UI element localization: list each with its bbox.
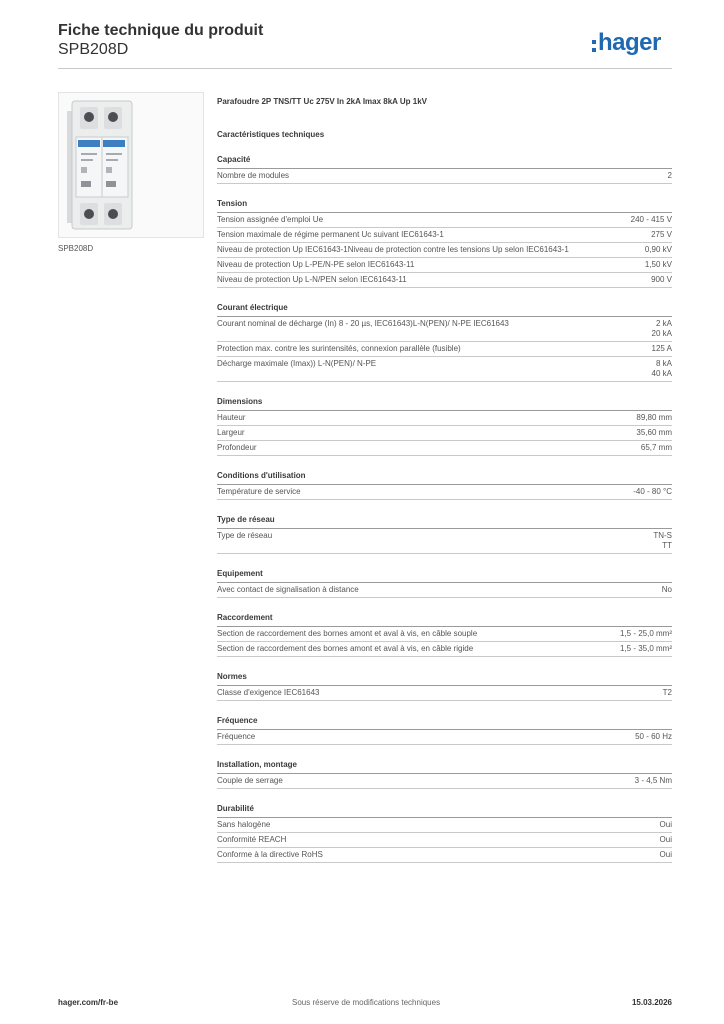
spec-row — [217, 583, 672, 598]
header-divider — [58, 68, 672, 69]
page-title: Fiche technique du produit — [58, 22, 264, 39]
spec-row — [217, 774, 672, 789]
spec-section — [217, 716, 672, 745]
product-image-caption: SPB208D — [58, 244, 94, 253]
spec-value — [633, 487, 672, 497]
spec-row — [217, 342, 672, 357]
section-title: Dimensions — [217, 397, 672, 411]
section-title: Conditions d'utilisation — [217, 471, 672, 485]
spec-value — [660, 835, 672, 845]
spec-row — [217, 213, 672, 228]
spec-row — [217, 686, 672, 701]
spec-section — [217, 760, 672, 789]
spec-value-line: 35,60 mm — [636, 428, 672, 437]
spec-row — [217, 228, 672, 243]
spec-value-line: -40 - 80 °C — [633, 487, 672, 496]
spec-value-line: 3 - 4,5 Nm — [634, 776, 672, 785]
section-title: Courant électrique — [217, 303, 672, 317]
characteristics-heading: Caractéristiques techniques — [217, 130, 325, 139]
spec-value — [668, 171, 672, 181]
spec-value-line: TT — [662, 541, 672, 550]
spec-section — [217, 471, 672, 500]
spec-row — [217, 169, 672, 184]
spec-label: Protection max. contre les surintensités, connexion parallèle (fusible) — [217, 344, 461, 353]
spec-value — [635, 776, 672, 786]
spec-value-line: 1,5 - 25,0 mm² — [619, 629, 672, 638]
spec-label: Hauteur — [217, 413, 246, 422]
spec-label: Classe d'exigence IEC61643 — [217, 688, 320, 697]
spec-row — [217, 730, 672, 745]
spec-label: Tension maximale de régime permanent Uc suivant IEC61643-1 — [217, 230, 444, 239]
spec-row — [217, 411, 672, 426]
spec-row — [217, 258, 672, 273]
spec-section — [217, 804, 672, 863]
spec-label: Largeur — [217, 428, 245, 437]
spec-value — [631, 215, 672, 225]
spec-value-line: 50 - 60 Hz — [635, 732, 672, 741]
spec-value — [636, 413, 672, 423]
spec-value-line: TN-S — [653, 531, 672, 540]
spec-value-line: Oui — [659, 850, 672, 859]
product-description: Parafoudre 2P TNS/TT Uc 275V In 2kA Imax 8kA Up 1kV — [217, 97, 428, 106]
section-title: Equipement — [217, 569, 672, 583]
spec-label: Section de raccordement des bornes amont et aval à vis, en câble rigide — [217, 644, 474, 653]
spec-value-line: No — [661, 585, 672, 594]
spec-value — [660, 850, 672, 860]
spec-section — [217, 155, 672, 184]
spec-value-line: 2 — [667, 171, 672, 180]
spec-section — [217, 515, 672, 554]
spec-label: Niveau de protection Up IEC61643-1Niveau de protection contre les tensions Up selon IEC61643-1 — [217, 245, 569, 254]
spec-value — [652, 359, 672, 379]
spec-section — [217, 303, 672, 382]
spec-label: Sans halogène — [217, 820, 271, 829]
spec-value-line: Oui — [659, 820, 672, 829]
section-title: Fréquence — [217, 716, 672, 730]
spec-label: Niveau de protection Up L-PE/N-PE selon IEC61643-11 — [217, 260, 415, 269]
spec-value-line: 2 kA — [655, 319, 672, 328]
section-title: Normes — [217, 672, 672, 686]
spec-value-line: 8 kA — [655, 359, 672, 368]
spec-label: Fréquence — [217, 732, 256, 741]
spec-label: Avec contact de signalisation à distance — [217, 585, 359, 594]
spec-row — [217, 529, 672, 554]
spec-section — [217, 397, 672, 456]
spec-section — [217, 199, 672, 288]
spec-label: Conformité REACH — [217, 835, 287, 844]
spec-value — [620, 644, 672, 654]
spec-row — [217, 441, 672, 456]
spec-row — [217, 357, 672, 382]
spec-value — [635, 732, 672, 742]
spec-row — [217, 818, 672, 833]
spec-value — [653, 531, 672, 551]
spec-value-line: 125 A — [651, 344, 672, 353]
spec-value-line: 900 V — [651, 275, 672, 284]
section-title: Durabilité — [217, 804, 672, 818]
spec-row — [217, 426, 672, 441]
spec-section — [217, 672, 672, 701]
spec-label: Décharge maximale (Imax)) L-N(PEN)/ N-PE — [217, 359, 377, 368]
footer-website-link[interactable]: hager.com/fr-be — [58, 998, 119, 1007]
section-title: Installation, montage — [217, 760, 672, 774]
spec-value — [636, 428, 672, 438]
spec-value-line: 0,90 kV — [644, 245, 672, 254]
spec-label: Température de service — [217, 487, 301, 496]
section-title: Tension — [217, 199, 672, 213]
spec-row — [217, 833, 672, 848]
logo-colon-icon — [592, 40, 596, 52]
footer-notice: Sous réserve de modifications techniques — [292, 998, 441, 1007]
spec-value — [652, 319, 672, 339]
spec-value — [651, 275, 672, 285]
spec-value — [663, 688, 672, 698]
spec-row — [217, 243, 672, 258]
spec-label: Profondeur — [217, 443, 257, 452]
hager-logo[interactable] — [592, 28, 661, 58]
spec-value — [645, 245, 672, 255]
spec-row — [217, 273, 672, 288]
spec-row — [217, 627, 672, 642]
technical-specifications — [217, 96, 672, 863]
spec-value — [651, 230, 672, 240]
spec-value-line: 65,7 mm — [640, 443, 672, 452]
spec-label: Tension assignée d'emploi Ue — [217, 215, 324, 224]
spec-row — [217, 485, 672, 500]
spec-label: Nombre de modules — [217, 171, 290, 180]
spec-value-line: 20 kA — [651, 329, 672, 338]
section-title: Type de réseau — [217, 515, 672, 529]
spec-value — [645, 260, 672, 270]
spec-value-line: 1,50 kV — [644, 260, 672, 269]
spec-value — [660, 820, 672, 830]
surge-protector-illustration — [59, 93, 203, 237]
section-title: Capacité — [217, 155, 672, 169]
spec-label: Niveau de protection Up L-N/PEN selon IEC61643-11 — [217, 275, 407, 284]
spec-value-line: 275 V — [651, 230, 672, 239]
spec-value-line: Oui — [659, 835, 672, 844]
product-reference: SPB208D — [58, 41, 129, 58]
spec-value — [652, 344, 672, 354]
spec-value-line: 240 - 415 V — [630, 215, 672, 224]
section-title: Raccordement — [217, 613, 672, 627]
logo-text: hager — [598, 29, 661, 56]
spec-value-line: 40 kA — [651, 369, 672, 378]
spec-sections — [217, 155, 672, 863]
spec-label: Couple de serrage — [217, 776, 283, 785]
spec-label: Type de réseau — [217, 531, 273, 540]
spec-value-line: T2 — [662, 688, 672, 697]
spec-row — [217, 317, 672, 342]
spec-section — [217, 613, 672, 657]
spec-value-line: 89,80 mm — [636, 413, 672, 422]
product-image — [58, 92, 204, 238]
spec-row — [217, 848, 672, 863]
spec-value — [620, 629, 672, 639]
footer-date: 15.03.2026 — [631, 998, 672, 1007]
spec-value-line: 1,5 - 35,0 mm² — [619, 644, 672, 653]
spec-label: Section de raccordement des bornes amont et aval à vis, en câble souple — [217, 629, 478, 638]
spec-value — [662, 585, 672, 595]
spec-section — [217, 569, 672, 598]
spec-label: Courant nominal de décharge (In) 8 - 20 µs, IEC61643)L-N(PEN)/ N-PE IEC61643 — [217, 319, 509, 328]
spec-label: Conforme à la directive RoHS — [217, 850, 323, 859]
spec-value — [641, 443, 672, 453]
spec-row — [217, 642, 672, 657]
